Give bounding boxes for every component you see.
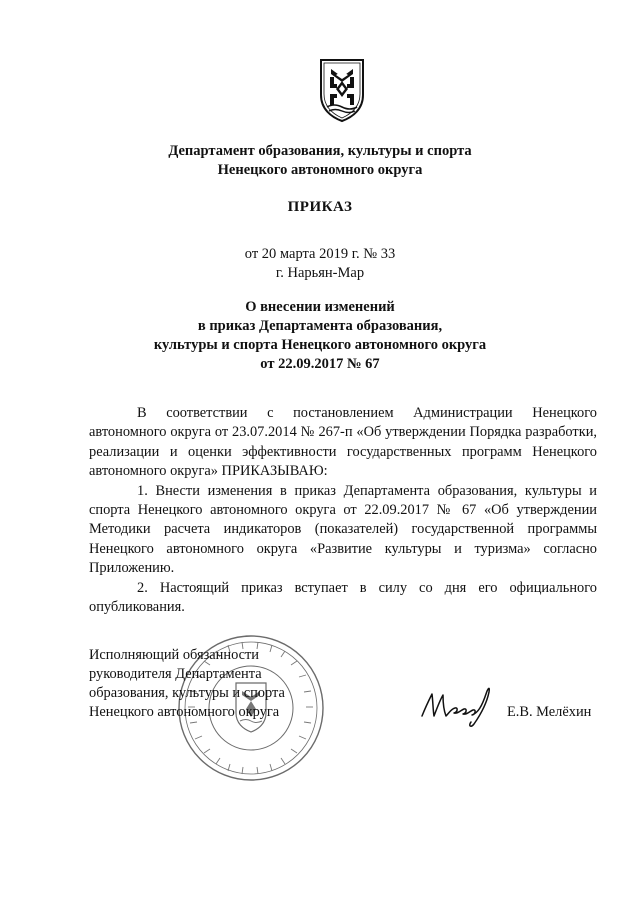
subject-line: О внесении изменений bbox=[245, 299, 395, 315]
department-line-1: Департамент образования, культуры и спорта bbox=[168, 143, 472, 159]
document-place: г. Нарьян-Мар bbox=[275, 265, 365, 281]
handwritten-signature bbox=[418, 680, 498, 730]
position-line: образования, культуры и спорта bbox=[89, 685, 285, 701]
signatory-position bbox=[89, 646, 349, 722]
signer-name: Е.В. Мелёхин bbox=[507, 704, 592, 720]
subject-line: в приказ Департамента образования, bbox=[197, 318, 443, 334]
department-line-2: Ненецкого автономного округа bbox=[217, 162, 423, 178]
position-line: Исполняющий обязанности bbox=[89, 647, 260, 663]
position-line: руководителя Департамента bbox=[89, 666, 262, 682]
document-subject bbox=[0, 298, 640, 374]
paragraph-item-2: 2. Настоящий приказ вступает в силу со дня его официального опубликования. bbox=[89, 579, 597, 616]
paragraph-preamble: В соответствии с постановлением Администрации Ненецкого автономного округа от 23.07.2014 № 267-п «Об утверждении Порядка разработки, реализации и оценки эффективности государственных программ Ненецкого автономного округа» ПРИКАЗЫВАЮ: bbox=[89, 405, 597, 480]
department-name bbox=[0, 142, 640, 180]
document-type: ПРИКАЗ bbox=[287, 199, 353, 215]
coat-of-arms-icon bbox=[317, 57, 367, 123]
document-body bbox=[89, 404, 597, 617]
subject-line: от 22.09.2017 № 67 bbox=[260, 356, 380, 372]
paragraph-item-1: 1. Внести изменения в приказ Департамента образования, культуры и спорта Ненецкого автономного округа от 22.09.2017 № 67 «Об утверждении Методики расчета индикаторов (показателей) государственной программы Ненецкого автономного округа «Развитие культуры и туризма» согласно Приложению. bbox=[89, 482, 597, 577]
position-line: Ненецкого автономного округа bbox=[89, 704, 280, 720]
document-date: от 20 марта 2019 г. № 33 bbox=[244, 246, 396, 262]
subject-line: культуры и спорта Ненецкого автономного округа bbox=[153, 337, 487, 353]
document-date-place bbox=[0, 245, 640, 283]
